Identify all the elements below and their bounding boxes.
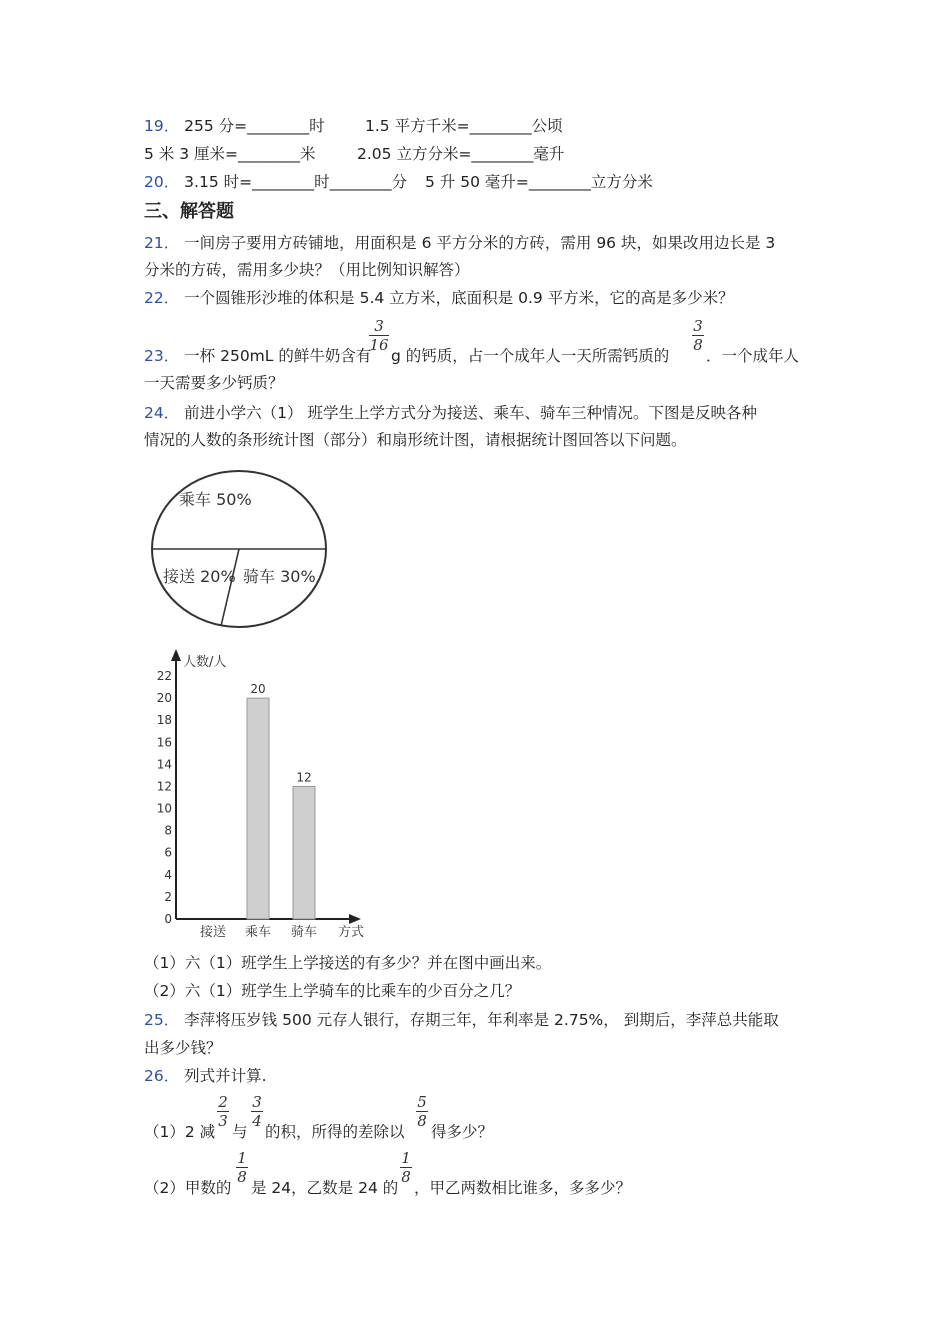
- q22-number: 22．: [144, 289, 180, 307]
- q19-b: 1.5 平方千米=________公顷: [365, 117, 563, 135]
- q26-s1-a: （1）2 减: [144, 1123, 216, 1141]
- x-category-label: 接送: [199, 925, 227, 940]
- q22-line1: [144, 288, 734, 308]
- q26-s1-fraction-1: [217, 1094, 229, 1129]
- y-axis-label: 人数/人: [183, 655, 227, 670]
- q21-line1: [144, 233, 775, 253]
- q23-frac2-numerator: 3: [693, 317, 703, 335]
- q21-text2: 分米的方砖，需用多少块？（用比例知识解答）: [144, 261, 470, 279]
- q23-part2: g 的钙质，占一个成年人一天所需钙质的: [391, 347, 670, 365]
- q23-fraction-1: [369, 318, 389, 353]
- y-tick-label: 22: [156, 669, 172, 683]
- q26-s1-f2-numerator: 3: [252, 1093, 262, 1111]
- q26-s2-c: ，甲乙两数相比谁多，多多少？: [414, 1179, 632, 1197]
- q26-s1-f3-denominator: 8: [417, 1112, 427, 1130]
- q26-s1-f1-denominator: 3: [218, 1112, 228, 1130]
- q23-frac1-numerator: 3: [374, 317, 384, 335]
- y-tick-label: 10: [156, 801, 172, 816]
- q24-line1: [144, 403, 757, 423]
- pie-label-bus: 乘车 50%: [179, 490, 252, 509]
- q26-s1-f3-numerator: 5: [417, 1093, 427, 1111]
- pie-label-dropoff: 接送 20%: [163, 567, 236, 586]
- x-axis-label: 方式: [338, 925, 365, 940]
- q26-s2-f1-denominator: 8: [237, 1168, 247, 1186]
- q26-s2-a: （2）甲数的: [144, 1179, 232, 1197]
- q23-text2: 一天需要多少钙质？: [144, 374, 284, 392]
- y-tick-label: 8: [164, 823, 172, 838]
- q19-c: 5 米 3 厘米=________米: [144, 145, 316, 163]
- q20-b: 5 升 50 毫升=________立方分米: [425, 173, 653, 191]
- q23-frac2-denominator: 8: [693, 336, 703, 354]
- q19-line1: [144, 116, 325, 136]
- q22-text1: 一个圆锥形沙堆的体积是 5.4 立方米，底面积是 0.9 平方米，它的高是多少米？: [184, 289, 734, 307]
- q23-part3: ．一个成年人: [706, 347, 800, 365]
- y-tick-label: 0: [164, 912, 172, 926]
- q20-number: 20．: [144, 173, 180, 191]
- pie-label-bike: 骑车 30%: [243, 567, 316, 586]
- q20-a: 3.15 时=________时________分: [184, 173, 408, 191]
- q26-s2-f2-numerator: 1: [401, 1149, 411, 1167]
- q19-a: 255 分=________时: [184, 117, 325, 135]
- q25-text1: 李萍将压岁钱 500 元存人银行，存期三年，年利率是 2.75%， 到期后，李萍总共能取: [184, 1011, 779, 1029]
- q19-d: 2.05 立方分米=________毫升: [357, 145, 565, 163]
- q25-line1: [144, 1010, 779, 1030]
- q23-frac1-denominator: 16: [369, 336, 389, 354]
- bar-2: [247, 698, 269, 919]
- q21-number: 21．: [144, 234, 180, 252]
- q26-s1-fraction-2: [251, 1094, 263, 1129]
- q19-number: 19．: [144, 117, 180, 135]
- q26-title: 列式并计算.: [184, 1067, 267, 1085]
- bar-value-label: 12: [296, 770, 312, 785]
- section-title: 三、解答题: [144, 201, 234, 222]
- pie-chart: [145, 470, 335, 630]
- q24-sub1: （1）六（1）班学生上学接送的有多少？并在图中画出来。: [144, 954, 552, 972]
- q23-part1: 一杯 250mL 的鲜牛奶含有: [184, 347, 372, 365]
- q26-s1-d: 得多少？: [431, 1123, 494, 1141]
- y-tick-label: 16: [156, 735, 172, 750]
- q26-s1-f1-numerator: 2: [218, 1093, 228, 1111]
- q26-s1-fraction-3: [416, 1094, 428, 1129]
- y-tick-label: 6: [164, 845, 172, 860]
- q23-fraction-2: [692, 318, 704, 353]
- bar-value-label: 20: [250, 682, 266, 697]
- y-tick-label: 14: [156, 757, 172, 772]
- q24-text1: 前进小学六（1） 班学生上学方式分为接送、乘车、骑车三种情况。下图是反映各种: [184, 404, 757, 422]
- x-category-label: 骑车: [290, 925, 318, 940]
- y-tick-label: 18: [156, 713, 172, 728]
- q25-number: 25．: [144, 1011, 180, 1029]
- q26-s2-f1-numerator: 1: [237, 1149, 247, 1167]
- q20-line: [144, 172, 407, 192]
- q21-text1: 一间房子要用方砖铺地，用面积是 6 平方分米的方砖，需用 96 块，如果改用边长是 3: [184, 234, 776, 252]
- bar-chart: [145, 645, 385, 945]
- y-tick-label: 20: [156, 691, 172, 706]
- bar-3: [293, 786, 315, 919]
- y-tick-label: 12: [156, 779, 172, 794]
- q23-number: 23．: [144, 347, 180, 365]
- q26-number: 26．: [144, 1067, 180, 1085]
- q26-s2-fraction-1: [236, 1150, 248, 1185]
- q24-text2: 情况的人数的条形统计图（部分）和扇形统计图，请根据统计图回答以下问题。: [144, 431, 687, 449]
- q23-line1: [144, 346, 371, 366]
- y-tick-label: 4: [164, 867, 172, 882]
- q24-sub2: （2）六（1）班学生上学骑车的比乘车的少百分之几？: [144, 982, 521, 1000]
- q26-s2-f2-denominator: 8: [401, 1168, 411, 1186]
- x-category-label: 乘车: [244, 925, 272, 940]
- y-tick-label: 2: [164, 889, 172, 904]
- y-axis-arrow: [171, 649, 181, 661]
- q26-line1: [144, 1066, 267, 1086]
- q26-s2-fraction-2: [400, 1150, 412, 1185]
- x-axis-arrow: [349, 914, 361, 924]
- q26-s1-f2-denominator: 4: [252, 1112, 262, 1130]
- q25-text2: 出多少钱？: [144, 1039, 222, 1057]
- q24-number: 24．: [144, 404, 180, 422]
- q26-s1-c: 的积，所得的差除以: [265, 1123, 405, 1141]
- q26-s2-b: 是 24，乙数是 24 的: [251, 1179, 399, 1197]
- q26-s1-b: 与: [232, 1123, 248, 1141]
